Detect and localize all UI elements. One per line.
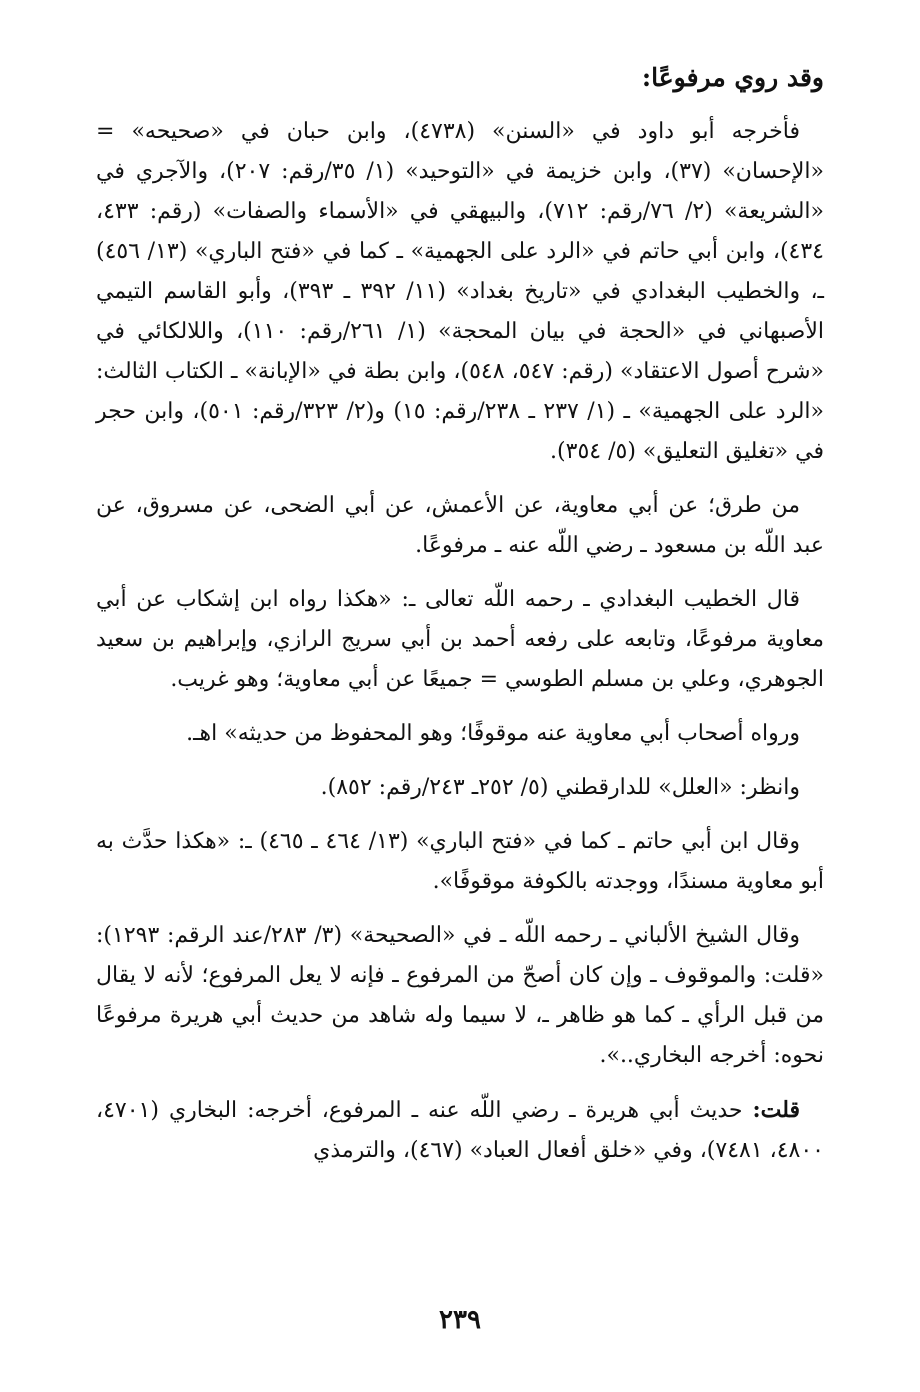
paragraph-qultu: [96, 1090, 824, 1171]
paragraph-khatib-quote: قال الخطيب البغدادي ـ رحمه اللّه تعالى ـ: «هكذا رواه ابن إشكاب عن أبي معاوية مرفوعًا، وتابعه على رفعه أحمد بن أبي سريج الرازي، وإبراهيم بن سعيد الجوهري، وعلي بن مسلم الطوسي = جميعًا عن أبي معاوية؛ وهو غريب.: [96, 587, 824, 692]
paragraph-see-also: وانظر: «العلل» للدارقطني (٥/ ٢٥٢ـ ٢٤٣/رقم: ٨٥٢).: [320, 775, 800, 800]
book-page: [96, 50, 824, 1350]
paragraph-isnad: من طرق؛ عن أبي معاوية، عن الأعمش، عن أبي الضحى، عن مسروق، عن عبد اللّه بن مسعود ـ رضي اللّه عنه ـ مرفوعًا.: [96, 493, 824, 558]
paragraph-body-text: حديث أبي هريرة ـ رضي اللّه عنه ـ المرفوع، أخرجه: البخاري (٤٧٠١، ٤٨٠٠، ٧٤٨١)، وفي «خلق أفعال العباد» (٤٦٧)، والترمذي: [96, 1098, 824, 1163]
paragraph-lead-word: قلت:: [752, 1097, 800, 1123]
paragraph-ibn-abi-hatim: وقال ابن أبي حاتم ـ كما في «فتح الباري» (١٣/ ٤٦٤ ـ ٤٦٥) ـ: «هكذا حدَّث به أبو معاوية مسندًا، ووجدته بالكوفة موقوفًا».: [96, 829, 824, 894]
paragraph-mawquf: ورواه أصحاب أبي معاوية عنه موقوفًا؛ وهو المحفوظ من حديثه» اهـ.: [186, 721, 800, 746]
paragraph-takhrij: فأخرجه أبو داود في «السنن» (٤٧٣٨)، وابن حبان في «صحيحه» = «الإحسان» (٣٧)، وابن خزيمة في «التوحيد» (١/ ٣٥/رقم: ٢٠٧)، والآجري في «الشريعة» (٢/ ٧٦/رقم: ٧١٢)، والبيهقي في «الأسماء والصفات» (رقم: ٤٣٣، ٤٣٤)، وابن أبي حاتم في «الرد على الجهمية» ـ كما في «فتح الباري» (١٣/ ٤٥٦) ـ، والخطيب البغدادي في «تاريخ بغداد» (١١/ ٣٩٢ ـ ٣٩٣)، وأبو القاسم التيمي الأصبهاني في «الحجة في بيان المحجة» (١/ ٢٦١/رقم: ١١٠)، واللالكائي في «شرح أصول الاعتقاد» (رقم: ٥٤٧، ٥٤٨)، وابن بطة في «الإبانة» ـ الكتاب الثالث: «الرد على الجهمية» ـ (١/ ٢٣٧ ـ ٢٣٨/رقم: ١٥) و(٢/ ٣٢٣/رقم: ٥٠١)، وابن حجر في «تغليق التعليق» (٥/ ٣٥٤).: [96, 119, 825, 464]
paragraph-albani: وقال الشيخ الألباني ـ رحمه اللّه ـ في «الصحيحة» (٣/ ٢٨٣/عند الرقم: ١٢٩٣): «قلت: والموقوف ـ وإن كان أصحّ من المرفوع ـ فإنه لا يعل المرفوع؛ لأنه لا يقال من قبل الرأي ـ كما هو ظاهر ـ، لا سيما وله شاهد من حديث أبي هريرة مرفوعًا نحوه: أخرجه البخاري..».: [96, 923, 824, 1068]
section-heading: وقد روي مرفوعًا:: [641, 63, 824, 92]
page-number: ٢٣٩: [439, 1305, 481, 1335]
